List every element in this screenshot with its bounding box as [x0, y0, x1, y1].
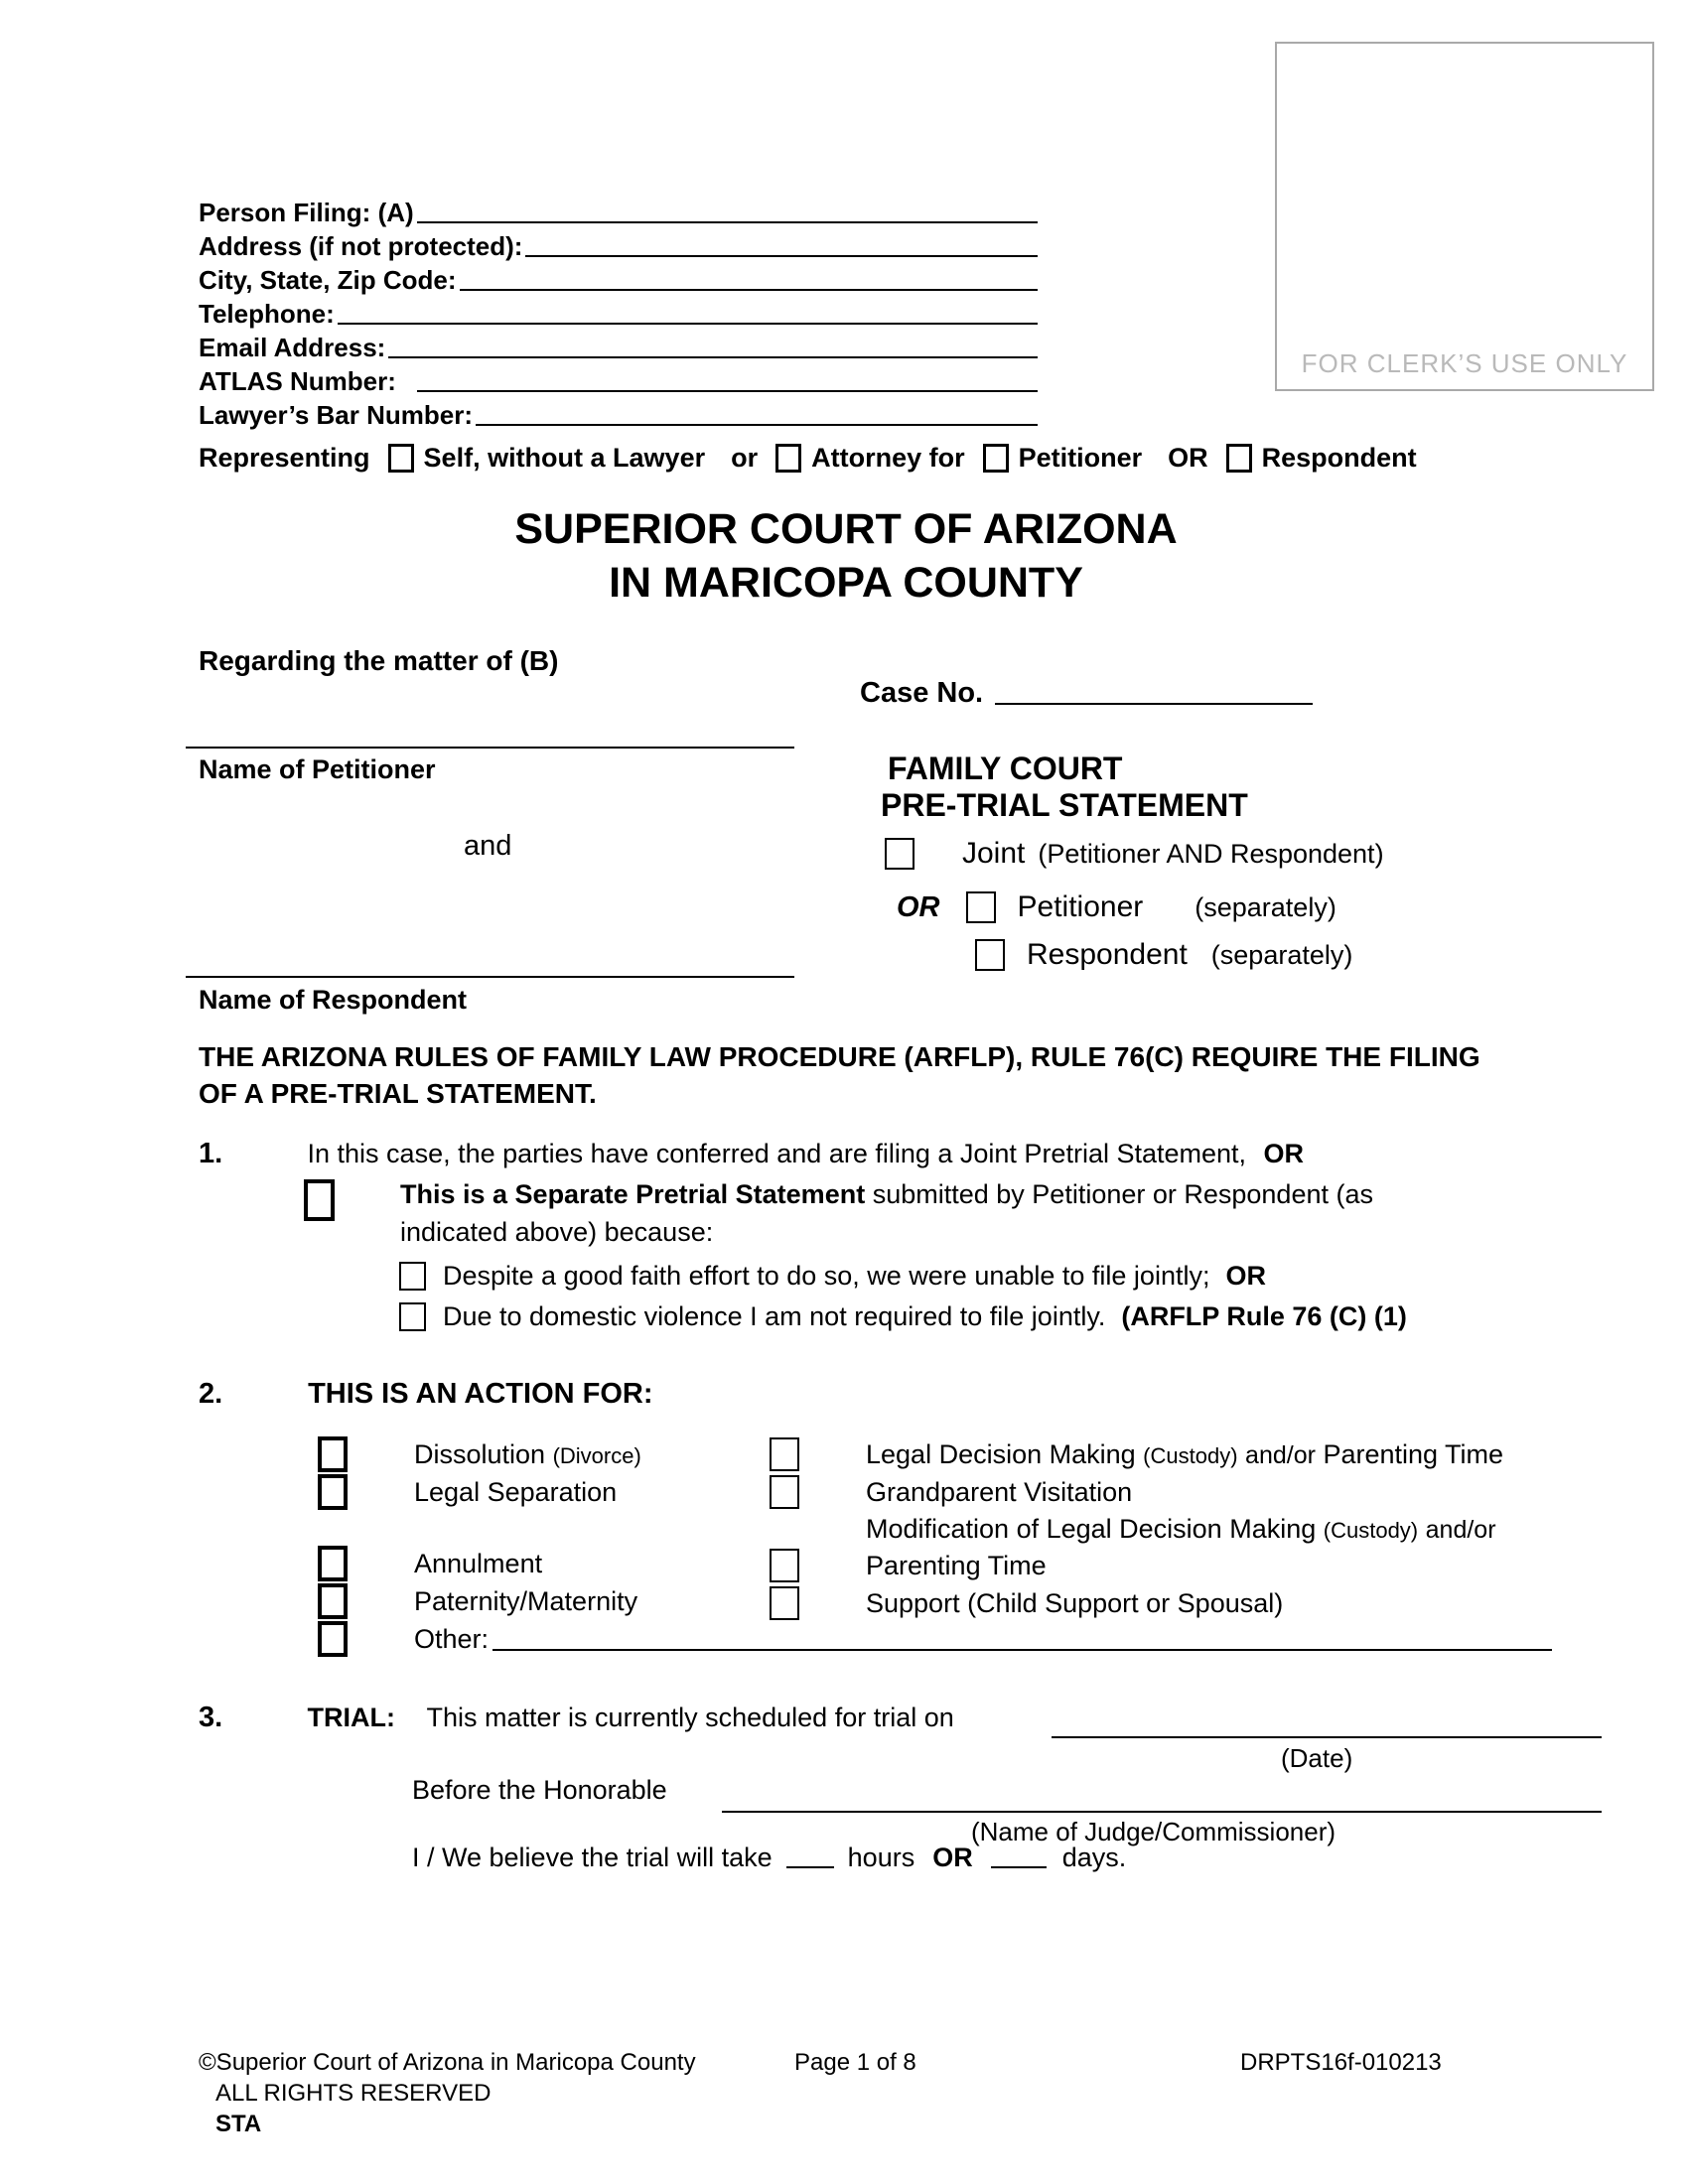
address-input[interactable] [525, 255, 1038, 257]
action-right-column [770, 1435, 1554, 1622]
unable-jointly-or: OR [1225, 1261, 1266, 1291]
legal-decision-label: Legal Decision Making (Custody) and/or Parenting Time [866, 1438, 1504, 1469]
duration-text: I / We believe the trial will take [412, 1843, 773, 1872]
self-checkbox[interactable] [388, 444, 414, 473]
city-state-zip-input[interactable] [460, 289, 1038, 291]
atlas-row [199, 363, 1038, 397]
trial-scheduled-text: This matter is currently scheduled for trial on [426, 1703, 954, 1732]
arflp-notice-line2: OF A PRE-TRIAL STATEMENT. [199, 1078, 597, 1109]
representing-respondent-checkbox[interactable] [1226, 444, 1252, 473]
or-upper-label: OR [1168, 443, 1208, 473]
other-input[interactable] [492, 1649, 1552, 1651]
attorney-for-label: Attorney for [811, 443, 965, 473]
respondent-separately-note: (separately) [1210, 939, 1353, 970]
duration-or-label: OR [932, 1843, 973, 1872]
legal-separation-label: Legal Separation [414, 1476, 618, 1507]
respondent-separately-checkbox[interactable] [975, 939, 1005, 971]
paternity-label: Paternity/Maternity [414, 1585, 638, 1616]
modification-label: Modification of Legal Decision Making (Custody) and/or [866, 1513, 1496, 1544]
support-label: Support (Child Support or Spousal) [866, 1587, 1284, 1618]
representing-label: Representing [199, 443, 370, 473]
separate-statement-row [304, 1175, 1373, 1251]
email-row [199, 330, 1038, 363]
person-filing-label: Person Filing: (A) [199, 198, 414, 227]
petitioner-name-input[interactable] [186, 747, 794, 749]
section2-number: 2. [199, 1378, 223, 1410]
telephone-label: Telephone: [199, 299, 335, 329]
footer-doc-id: DRPTS16f-010213 [1240, 2049, 1442, 2076]
court-title-line1: SUPERIOR COURT OF ARIZONA [514, 505, 1178, 553]
atlas-input[interactable] [417, 390, 1038, 392]
section1-intro-or: OR [1263, 1139, 1305, 1168]
dissolution-checkbox[interactable] [318, 1436, 348, 1472]
clerk-use-box [1275, 42, 1654, 391]
separate-statement-bold: This is a Separate Pretrial Statement [400, 1179, 866, 1209]
section1-number: 1. [199, 1138, 223, 1169]
respondent-name-input[interactable] [186, 976, 794, 978]
self-label: Self, without a Lawyer [423, 443, 706, 473]
paternity-checkbox[interactable] [318, 1583, 348, 1619]
case-number-row [860, 677, 1313, 710]
before-honorable-label: Before the Honorable [412, 1775, 667, 1805]
legal-decision-checkbox[interactable] [770, 1437, 799, 1471]
clerk-use-label: FOR CLERK’S USE ONLY [1301, 348, 1628, 378]
other-row [318, 1620, 1552, 1658]
days-label: days. [1061, 1843, 1127, 1872]
parenting-time-row [770, 1547, 1554, 1584]
email-input[interactable] [388, 356, 1038, 358]
trial-label: TRIAL: [307, 1703, 395, 1732]
other-label: Other: [414, 1623, 490, 1654]
domestic-violence-row [399, 1301, 1407, 1332]
petitioner-separately-checkbox[interactable] [966, 891, 996, 923]
person-filing-input[interactable] [417, 221, 1038, 223]
footer-rights: ALL RIGHTS RESERVED [215, 2080, 492, 2107]
unable-jointly-checkbox[interactable] [399, 1262, 426, 1291]
trial-date-input[interactable] [1052, 1736, 1602, 1738]
domestic-violence-label: Due to domestic violence I am not required to file jointly. [443, 1301, 1106, 1331]
telephone-input[interactable] [338, 323, 1038, 325]
judge-name-input[interactable] [722, 1811, 1602, 1813]
email-label: Email Address: [199, 333, 386, 362]
arflp-notice [199, 1038, 1480, 1112]
legal-decision-row [770, 1435, 1554, 1473]
days-input[interactable] [991, 1866, 1047, 1868]
bar-number-input[interactable] [476, 424, 1038, 426]
representing-row [199, 443, 1417, 474]
representing-respondent-label: Respondent [1261, 443, 1417, 473]
respondent-separately-label: Respondent [1027, 938, 1188, 971]
joint-note: (Petitioner AND Respondent) [1038, 838, 1384, 869]
statement-title-line2: PRE-TRIAL STATEMENT [881, 787, 1248, 823]
statement-or-label: OR [897, 890, 940, 923]
judge-note: (Name of Judge/Commissioner) [971, 1817, 1336, 1846]
grandparent-row [770, 1473, 1554, 1511]
arflp-notice-line1: THE ARIZONA RULES OF FAMILY LAW PROCEDURE (ARFLP), RULE 76(C) REQUIRE THE FILING [199, 1041, 1480, 1072]
separate-statement-text [400, 1175, 1373, 1251]
separate-statement-checkbox[interactable] [304, 1179, 335, 1221]
footer-copyright: ©Superior Court of Arizona in Maricopa County [199, 2049, 696, 2076]
date-note: (Date) [1281, 1743, 1353, 1773]
annulment-label: Annulment [414, 1548, 543, 1578]
respondent-name-label: Name of Respondent [199, 985, 468, 1015]
section1-intro-text: In this case, the parties have conferred and are filing a Joint Pretrial Statement, [307, 1139, 1247, 1168]
parenting-time-label: Parenting Time [866, 1550, 1047, 1580]
case-number-input[interactable] [995, 703, 1313, 705]
regarding-label: Regarding the matter of (B) [199, 645, 559, 676]
address-row [199, 228, 1038, 262]
legal-separation-checkbox[interactable] [318, 1474, 348, 1510]
joint-label: Joint [962, 837, 1026, 870]
petitioner-separately-label: Petitioner [1017, 890, 1144, 923]
domestic-violence-rule: (ARFLP Rule 76 (C) (1) [1121, 1301, 1407, 1331]
telephone-row [199, 296, 1038, 330]
person-filing-row [199, 195, 1038, 228]
footer-code: STA [215, 2111, 262, 2137]
hours-input[interactable] [786, 1866, 834, 1868]
court-title-line2: IN MARICOPA COUNTY [609, 559, 1083, 607]
domestic-violence-checkbox[interactable] [399, 1302, 426, 1331]
annulment-checkbox[interactable] [318, 1546, 348, 1581]
city-state-zip-row [199, 262, 1038, 296]
separate-statement-rest: submitted by Petitioner or Respondent (as [872, 1179, 1373, 1209]
hours-label: hours [847, 1843, 915, 1872]
petitioner-separately-row [897, 890, 1336, 924]
section3-number: 3. [199, 1702, 223, 1733]
and-label: and [464, 830, 512, 862]
other-checkbox[interactable] [318, 1621, 348, 1657]
statement-title-line1: FAMILY COURT [888, 751, 1123, 786]
trial-duration-row [412, 1843, 1126, 1873]
grandparent-checkbox[interactable] [770, 1475, 799, 1509]
court-title [199, 502, 1493, 610]
or-lower-label: or [731, 443, 759, 473]
dissolution-label: Dissolution (Divorce) [414, 1438, 641, 1469]
address-label: Address (if not protected): [199, 231, 523, 261]
separate-statement-line1 [400, 1175, 1373, 1213]
grandparent-label: Grandparent Visitation [866, 1476, 1133, 1507]
joint-checkbox[interactable] [885, 838, 914, 870]
petitioner-separately-note: (separately) [1195, 891, 1336, 922]
unable-jointly-row [399, 1261, 1407, 1292]
separate-statement-line2: indicated above) because: [400, 1217, 714, 1247]
section2-title: THIS IS AN ACTION FOR: [308, 1378, 653, 1410]
section1-intro-row [199, 1138, 1304, 1170]
city-state-zip-label: City, State, Zip Code: [199, 265, 457, 295]
respondent-separately-row [975, 938, 1352, 972]
representing-petitioner-checkbox[interactable] [983, 444, 1009, 473]
support-row [770, 1584, 1554, 1622]
case-number-label: Case No. [860, 677, 984, 709]
representing-petitioner-label: Petitioner [1018, 443, 1143, 473]
parenting-time-checkbox[interactable] [770, 1549, 799, 1582]
section2-heading-row [199, 1378, 653, 1411]
footer-page-number: Page 1 of 8 [794, 2049, 916, 2076]
attorney-for-checkbox[interactable] [775, 444, 801, 473]
joint-row [885, 837, 1384, 871]
modification-row [770, 1511, 1554, 1547]
bar-number-label: Lawyer’s Bar Number: [199, 400, 473, 430]
bar-number-row [199, 397, 1038, 431]
section1-reasons [399, 1261, 1407, 1342]
unable-jointly-label: Despite a good faith effort to do so, we were unable to file jointly; [443, 1261, 1210, 1291]
support-checkbox[interactable] [770, 1586, 799, 1620]
atlas-label: ATLAS Number: [199, 366, 396, 396]
section3-trial-row [199, 1702, 954, 1734]
petitioner-name-label: Name of Petitioner [199, 754, 436, 784]
filing-info-block [199, 195, 1038, 431]
